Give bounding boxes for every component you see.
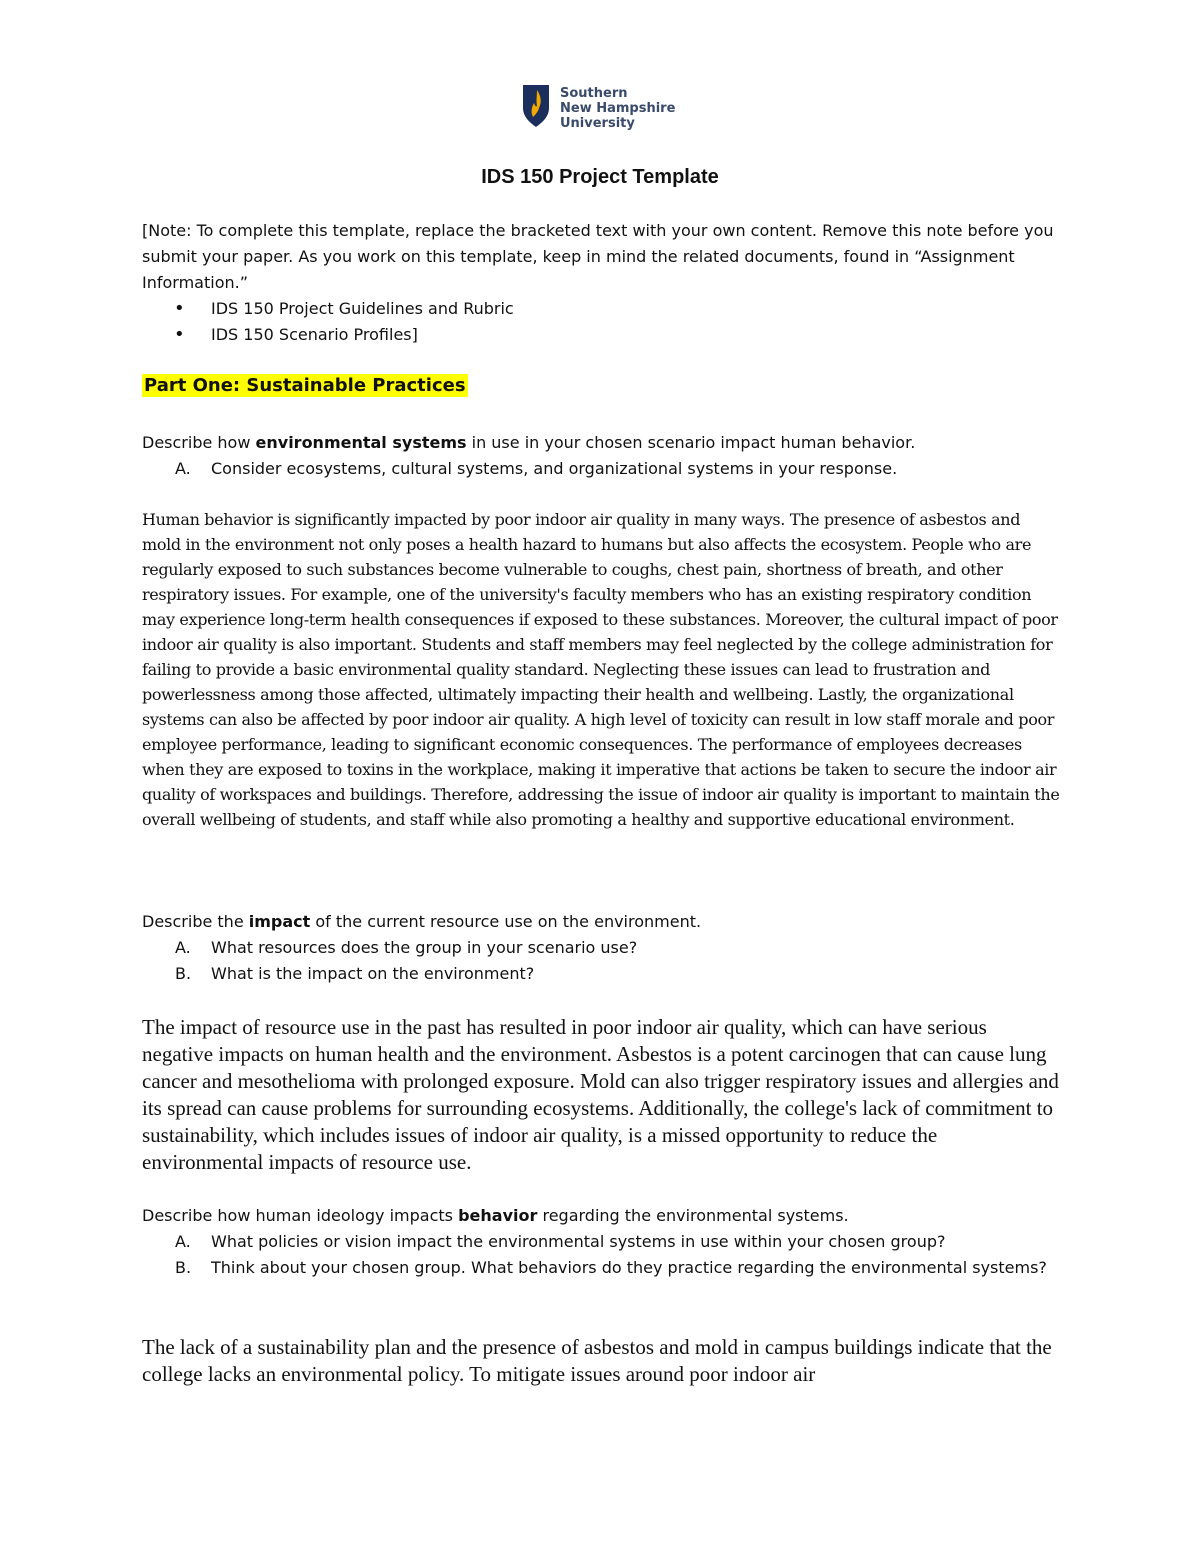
section-2-subquestions (142, 935, 1062, 987)
subquestion-marker: A. (175, 459, 191, 478)
section-1-answer: Human behavior is significantly impacted by poor indoor air quality in many ways. The presence of asbestos and mold in the environment not only poses a health hazard to humans but also affects the ecosystem. People who are regularly exposed to such substances become vulnerable to coughs, chest pain, shortness of breath, and other respiratory issues. For example, one of the university's faculty members who has an existing respiratory condition may experience long-term health consequences if exposed to these substances. Moreover, the cultural impact of poor indoor air quality is also important. Students and staff members may feel neglected by the college administration for failing to provide a basic environmental quality standard. Neglecting these issues can lead to frustration and powerlessness among those affected, ultimately impacting their health and wellbeing. Lastly, the organizational systems can also be affected by poor indoor air quality. A high level of toxicity can result in low staff morale and poor employee performance, leading to significant economic consequences. The performance of employees decreases when they are exposed to toxins in the workplace, making it imperative that actions be taken to secure the indoor air quality of workspaces and buildings. Therefore, addressing the issue of indoor air quality is important to maintain the overall wellbeing of students, and staff while also promoting a healthy and supportive educational environment. (142, 510, 1060, 829)
prompt-text: regarding the environmental systems. (537, 1206, 849, 1225)
subquestion-marker: A. (175, 1232, 191, 1251)
prompt-text: of the current resource use on the environment. (310, 912, 702, 931)
note-bullet-item: • IDS 150 Project Guidelines and Rubric (142, 296, 1062, 322)
subquestion-text: Consider ecosystems, cultural systems, and organizational systems in your response. (211, 459, 898, 478)
subquestion-text: Think about your chosen group. What behaviors do they practice regarding the environmental systems? (211, 1258, 1047, 1277)
section-3-answer: The lack of a sustainability plan and the presence of asbestos and mold in campus buildings indicate that the college lacks an environmental policy. To mitigate issues around poor indoor air (142, 1335, 1052, 1386)
note-bullet-list (142, 296, 1062, 348)
subquestion-item (142, 1255, 1062, 1281)
section-2-answer: The impact of resource use in the past has resulted in poor indoor air quality, which can have serious negative impacts on human health and the environment. Asbestos is a potent carcinogen that can cause lung cancer and mesothelioma with prolonged exposure. Mold can also trigger respiratory issues and allergies and its spread can cause problems for surrounding ecosystems. Additionally, the college's lack of commitment to sustainability, which includes issues of indoor air quality, is a missed opportunity to reduce the environmental impacts of resource use. (142, 1015, 1059, 1174)
document-title: IDS 150 Project Template (481, 166, 719, 188)
logo-line-1: Southern (560, 86, 628, 101)
university-logo (522, 84, 675, 131)
subquestion-text: What resources does the group in your scenario use? (211, 938, 638, 957)
subquestion-item (142, 961, 1062, 987)
section-3-prompt (142, 1203, 1062, 1281)
prompt-text: Describe the (142, 912, 249, 931)
subquestion-text: What is the impact on the environment? (211, 964, 535, 983)
section-1-prompt (142, 430, 1062, 482)
part-one-heading (142, 375, 1062, 396)
prompt-text: Describe how human ideology impacts (142, 1206, 459, 1225)
section-2-question (142, 909, 1062, 935)
section-1-subquestions (142, 456, 1062, 482)
prompt-text: in use in your chosen scenario impact human behavior. (466, 433, 916, 452)
section-2-prompt (142, 909, 1062, 987)
prompt-text: Describe how (142, 433, 256, 452)
section-3-subquestions (142, 1229, 1062, 1281)
template-note (142, 218, 1062, 348)
subquestion-item (142, 456, 1062, 482)
subquestion-marker: A. (175, 938, 191, 957)
subquestion-marker: B. (175, 964, 192, 983)
prompt-keyword: impact (248, 912, 311, 931)
subquestion-item (142, 1229, 1062, 1255)
prompt-keyword: environmental systems (255, 433, 467, 452)
section-1-question (142, 430, 1062, 456)
part-one-heading-text: Part One: Sustainable Practices (144, 375, 466, 396)
note-text: [Note: To complete this template, replace the bracketed text with your own content. Remove this note before you submit your paper. As you work on this template, keep in mind the related documents, found in “Assignment Information.” (142, 221, 1054, 292)
logo-line-3: University (560, 116, 635, 131)
subquestion-item (142, 935, 1062, 961)
note-bullet-item: • IDS 150 Scenario Profiles] (142, 322, 1062, 348)
section-3-question (142, 1203, 1062, 1229)
subquestion-marker: B. (175, 1258, 192, 1277)
subquestion-text: What policies or vision impact the environmental systems in use within your chosen group? (211, 1232, 946, 1251)
shield-flame-icon (522, 84, 550, 128)
prompt-keyword: behavior (458, 1206, 538, 1225)
logo-line-2: New Hampshire (560, 101, 676, 116)
